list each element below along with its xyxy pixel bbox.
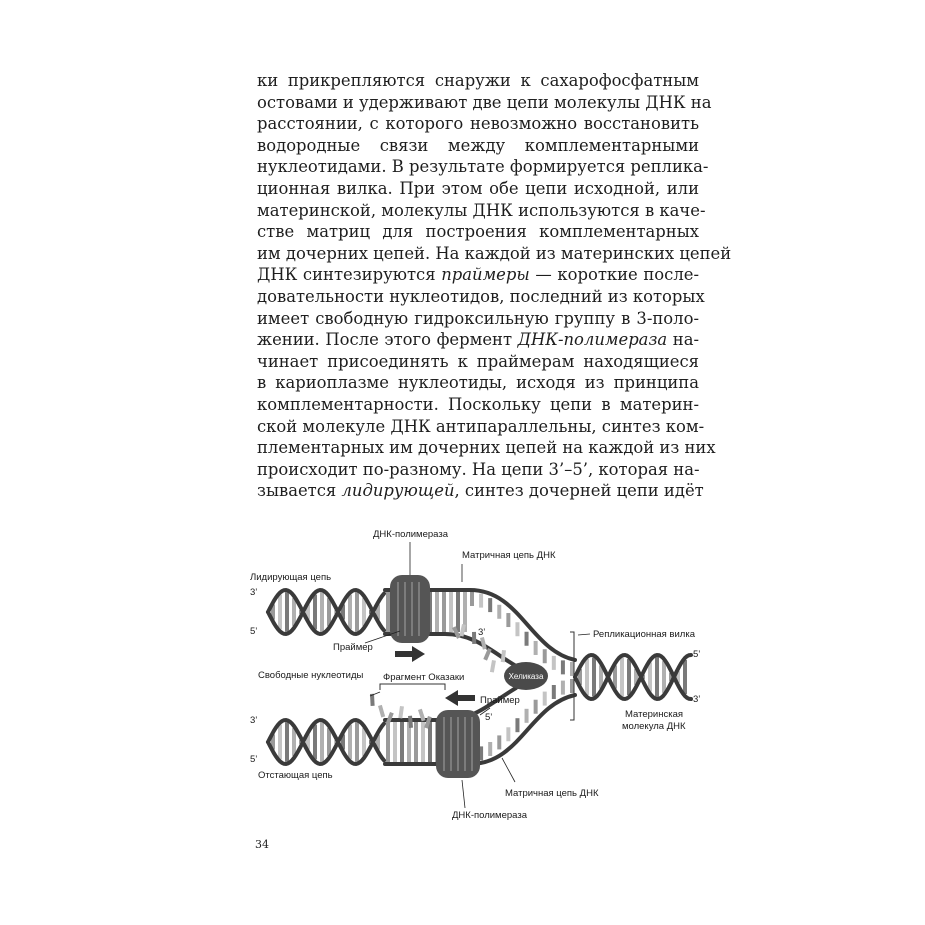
text-run: происходит по-разному. На цепи 3’–5’, которая на- — [257, 459, 700, 479]
text-run: комплементарности. Поскольку цепи в материн- — [257, 394, 699, 414]
text-run: плементарных им дочерних цепей на каждой из них — [257, 438, 716, 458]
text-run: стве матриц для построения комплементарных — [257, 222, 699, 242]
text-run: расстоянии, с которого невозможно восстановить — [257, 114, 699, 134]
text-line — [257, 459, 699, 481]
italic-term: ДНК-полимераза — [517, 330, 668, 350]
label-leading-strand: Лидирующая цепь — [250, 572, 332, 583]
label-parent-molecule-2: молекула ДНК — [622, 721, 686, 732]
text-run: водородные связи между комплементарными — [257, 135, 699, 155]
label-5-end-top-left: 5’ — [250, 626, 258, 637]
text-line — [257, 221, 699, 243]
text-run: материнской, молекулы ДНК используются в каче- — [257, 200, 706, 220]
text-line — [257, 200, 706, 222]
label-template-strand-bottom: Матричная цепь ДНК — [505, 788, 599, 799]
helicase-label: Хеликаза — [508, 672, 544, 681]
text-run: , синтез дочерней цепи идёт — [454, 481, 704, 501]
text-line — [257, 243, 732, 265]
label-template-strand-top: Матричная цепь ДНК — [462, 550, 556, 561]
dna-polymerase-bottom — [436, 710, 480, 778]
label-3-end-bottom-left: 3’ — [250, 715, 258, 726]
leading-direction-arrow — [395, 646, 425, 662]
text-line — [257, 372, 699, 394]
page-number: 34 — [255, 838, 269, 851]
text-run: на- — [667, 330, 700, 350]
text-line — [257, 329, 699, 351]
dna-polymerase-top — [390, 575, 430, 643]
italic-term: лидирующей — [341, 481, 455, 501]
label-5-end-bottom-mid: 5’ — [485, 712, 493, 723]
text-run: в кариоплазме нуклеотиды, исходя из принципа — [257, 373, 699, 393]
text-line — [257, 264, 699, 286]
label-5-end-bottom-left: 5’ — [250, 754, 258, 765]
text-line — [257, 308, 699, 330]
text-line — [257, 92, 712, 114]
free-nucleotide — [472, 632, 476, 644]
text-line — [257, 416, 705, 438]
text-run: ДНК синтезируются — [257, 265, 442, 285]
dna-replication-diagram — [230, 520, 710, 830]
text-line — [257, 351, 699, 373]
text-run: — короткие после- — [529, 265, 699, 285]
label-3-end-right: 3’ — [693, 694, 701, 705]
free-nucleotide — [483, 648, 491, 661]
text-run: ционная вилка. При этом обе цепи исходной, или — [257, 178, 699, 198]
label-dna-polymerase-top: ДНК-полимераза — [373, 529, 448, 540]
label-parent-molecule-1: Материнская — [625, 709, 684, 720]
free-nucleotide — [490, 660, 496, 673]
text-run: ки прикрепляются снаружи к сахарофосфатным — [257, 71, 699, 90]
label-free-nucleotides: Свободные нуклеотиды — [258, 670, 364, 681]
free-nucleotide — [398, 706, 404, 718]
text-run: остовами и удерживают две цепи молекулы ДНК на — [257, 92, 712, 112]
label-lagging-strand: Отстающая цепь — [258, 770, 333, 781]
text-line — [257, 394, 699, 416]
text-run: довательности нуклеотидов, последний из которых — [257, 286, 705, 306]
text-line — [257, 113, 699, 135]
free-nucleotide — [378, 705, 385, 718]
text-run: зывается — [257, 481, 342, 501]
label-okazaki-fragment: Фрагмент Оказаки — [383, 672, 465, 683]
lagging-direction-arrow — [445, 690, 475, 706]
okazaki-bracket — [380, 684, 445, 690]
text-run: ской молекуле ДНК антипараллельны, синтез ком- — [257, 416, 705, 436]
text-run: им дочерних цепей. На каждой из материнских цепей — [257, 243, 732, 263]
text-run: имеет свободную гидроксильную группу в 3-поло- — [257, 308, 699, 328]
text-line — [257, 286, 705, 308]
label-3-end-top-left: 3’ — [250, 587, 258, 598]
body-paragraph — [257, 70, 732, 502]
label-5-end-right: 5’ — [693, 649, 701, 660]
text-run: чинает присоединять к праймерам находящиеся — [257, 351, 699, 371]
dna-replication-figure — [230, 520, 710, 830]
text-line — [257, 480, 704, 502]
label-primer-top: Праймер — [333, 642, 373, 653]
label-replication-fork: Репликационная вилка — [593, 629, 695, 640]
label-dna-polymerase-bottom: ДНК-полимераза — [452, 810, 527, 821]
label-primer-bottom: Праймер — [480, 695, 520, 706]
text-run: нуклеотидами. В результате формируется реплика- — [257, 157, 709, 177]
text-line — [257, 437, 716, 459]
text-line — [257, 178, 699, 200]
text-run: жении. После этого фермент — [257, 330, 518, 350]
text-line — [257, 156, 709, 178]
italic-term: праймеры — [441, 265, 530, 285]
text-line — [257, 135, 699, 157]
label-3-end-top-mid: 3’ — [478, 627, 486, 638]
text-line — [257, 70, 699, 92]
